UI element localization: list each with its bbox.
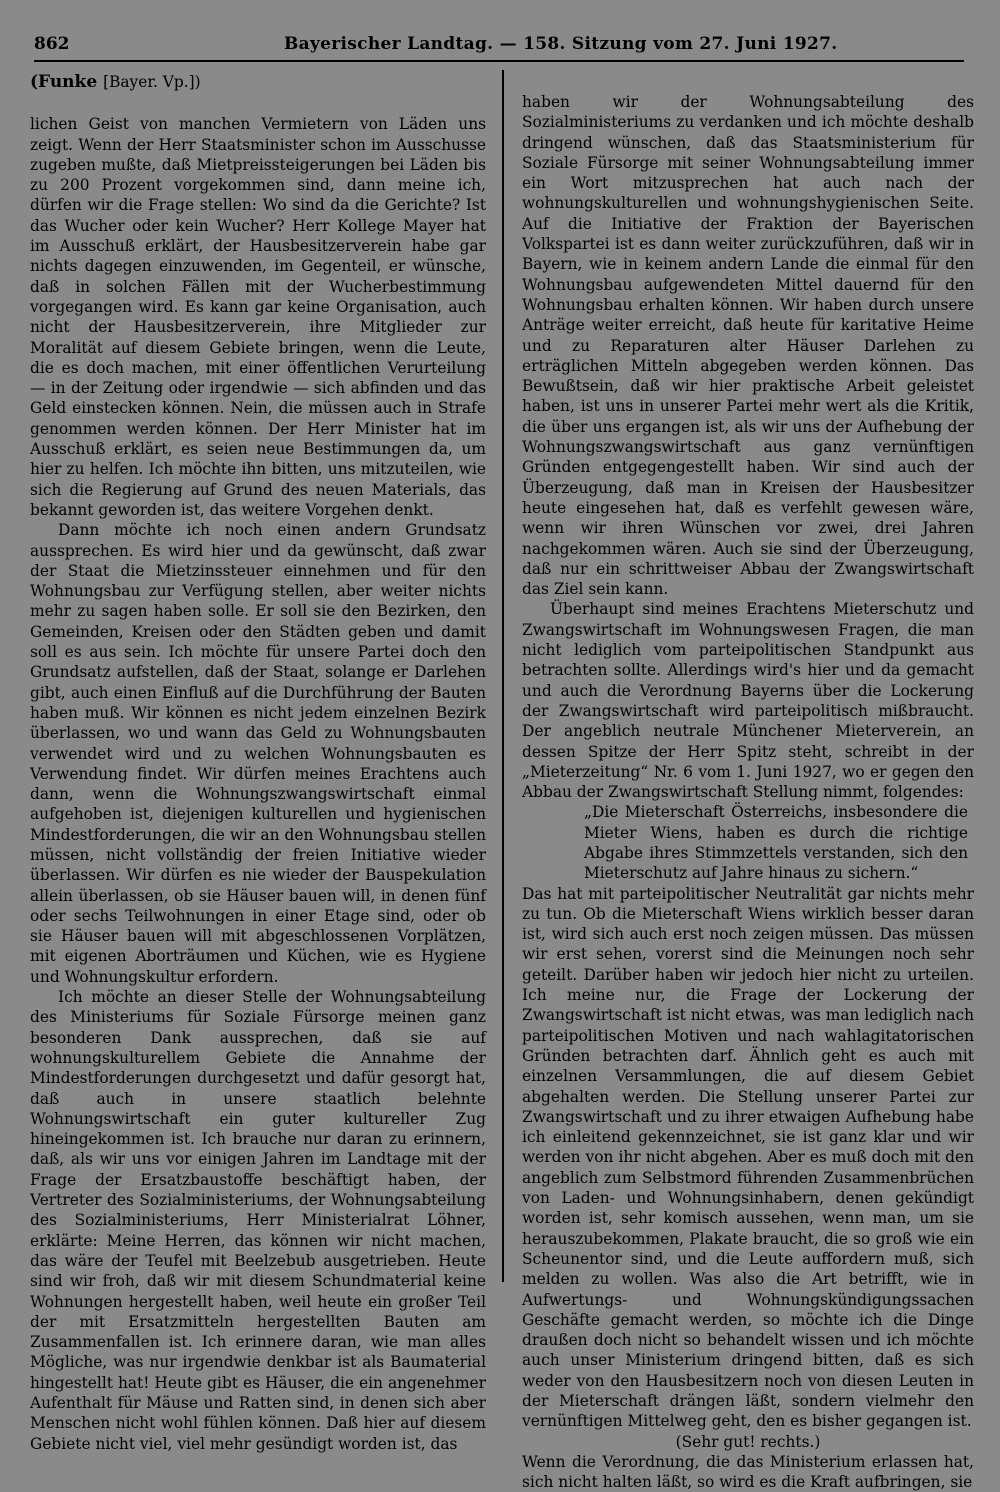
right-column: [522, 92, 974, 1492]
speaker-party: [Bayer. Vp.]): [103, 73, 201, 91]
speaker-line: [30, 72, 486, 92]
paragraph: Überhaupt sind meines Erachtens Mieterschutz und Zwangswirtschaft im Wohnungswesen Fragen, die man nicht lediglich vom parteipolitischen Standpunkt aus betrachten sollte. Allerdings wird's hier und da gemacht und auch die Verordnung Bayerns über die Lockerung der Zwangswirtschaft wird parteipolitisch mißbraucht. Der angeblich neutrale Münchener Mieterverein, an dessen Spitze der Herr Spitz steht, schreibt in der „Mieterzeitung“ Nr. 6 vom 1. Juni 1927, wo er gegen den Abbau der Zwangswirtschaft Stellung nimmt, folgendes:: [522, 600, 974, 802]
speaker-name: (Funke: [30, 72, 98, 92]
interjection: (Sehr gut! rechts.): [675, 1432, 821, 1451]
paragraph: Wenn die Verordnung, die das Ministerium erlassen hat, sich nicht halten läßt, so wird es die Kraft aufbringen, sie: [522, 1452, 974, 1492]
paragraph: Dann möchte ich noch einen andern Grundsatz aussprechen. Es wird hier und da gewünscht, daß zwar der Staat die Mietzinssteuer einnehmen und für den Wohnungsbau zur Verfügung stellen, aber weiter nichts mehr zu sagen haben solle. Er soll sie den Bezirken, den Gemeinden, Kreisen oder den Städten geben und damit soll es aus sein. Ich möchte für unsere Partei doch den Grundsatz aufstellen, daß der Staat, solange er Darlehen gibt, auch einen Einfluß auf die Durchführung der Bauten haben muß. Wir können es nicht jedem einzelnen Bezirk überlassen, wo und wann das Geld zu Wohnungsbauten verwendet wird und zu welchen Wohnungsbauten es Verwendung findet. Wir dürfen meines Erachtens auch dann, wenn die Wohnungszwangswirtschaft einmal aufgehoben ist, diejenigen kulturellen und hygienischen Mindestforderungen, die wir an den Wohnungsbau stellen müssen, nicht vollständig der freien Initiative wieder überlassen. Wir dürfen es nie wieder der Bauspekulation allein überlassen, ob sie Häuser bauen will, in denen fünf oder sechs Teilwohnungen in einer Etage sind, oder ob sie Häuser bauen will mit abgeschlossenen Vorplätzen, mit eigenen Aborträumen und Küchen, wie es Hygiene und Wohnungskultur erfordern.: [30, 521, 486, 986]
left-column: [30, 72, 486, 1454]
running-title: Bayerischer Landtag. — 158. Sitzung vom 27. Juni 1927.: [284, 34, 838, 54]
block-quote: „Die Mieterschaft Österreichs, insbesondere die Mieter Wiens, haben es durch die richtige Abgabe ihres Stimmzettels verstanden, sich den Mieterschutz auf Jahre hinaus zu sichern.“: [584, 803, 968, 883]
paragraph: haben wir der Wohnungsabteilung des Sozialministeriums zu verdanken und ich möchte deshalb dringend wünschen, daß das Staatsministerium für Soziale Fürsorge mit seiner Wohnungsabteilung immer ein Wort mitzusprechen hat auch nach der wohnungskulturellen und wohnungshygienischen Seite. Auf die Initiative der Fraktion der Bayerischen Volkspartei ist es dann weiter zurückzuführen, daß wir in Bayern, wie in keinem andern Lande die einmal für den Wohnungsbau aufgewendeten Mittel dauernd für den Wohnungsbau erhalten können. Wir haben durch unsere Anträge weiter erreicht, daß heute für karitative Heime und zu Reparaturen alter Häuser Darlehen zu erträglichen Mitteln abgegeben werden können. Das Bewußtsein, daß wir hier praktische Arbeit geleistet haben, ist uns in unserer Partei mehr wert als die Kritik, die über uns ergangen ist, als wir uns der Aufhebung der Wohnungszwangswirtschaft aus ganz vernünftigen Gründen entgegengestellt haben. Wir sind auch der Überzeugung, daß man in Kreisen der Hausbesitzer heute eingesehen hat, daß es verfehlt gewesen wäre, wenn wir ihren Wünschen vor zwei, drei Jahren nachgekommen wären. Auch sie sind der Überzeugung, daß nur ein schrittweiser Abbau der Zwangswirtschaft das Ziel sein kann.: [522, 93, 974, 599]
page-header: [34, 32, 964, 62]
paragraph: lichen Geist von manchen Vermietern von Läden uns zeigt. Wenn der Herr Staatsminister schon im Ausschusse zugeben mußte, daß Mietpreissteigerungen bei Läden bis zu 200 Prozent vorgekommen sind, dann meine ich, dürfen wir die Frage stellen: Wo sind da die Gerichte? Ist das Wucher oder kein Wucher? Herr Kollege Mayer hat im Ausschuß erklärt, der Hausbesitzerverein habe gar nichts dagegen einzuwenden, im Gegenteil, er wünsche, daß in solchen Fällen mit der Wucherbestimmung vorgegangen wird. Es kann gar keine Organisation, auch nicht der Hausbesitzerverein, ihre Mitglieder zur Moralität auf diesem Gebiete bringen, wenn die Leute, die es doch machen, mit einer öffentlichen Verurteilung — in der Zeitung oder irgendwie — sich abfinden und das Geld einstecken können. Nein, die müssen auch in Strafe genommen werden können. Der Herr Minister hat im Ausschuß erklärt, es seien neue Bestimmungen da, um hier zu helfen. Ich möchte ihn bitten, uns mitzuteilen, wie sich die Regierung auf Grund des neuen Materials, das bekannt geworden ist, das weitere Vorgehen denkt.: [30, 115, 486, 519]
column-divider: [502, 70, 504, 1282]
page-number: 862: [34, 34, 70, 54]
paragraph: Das hat mit parteipolitischer Neutralität gar nichts mehr zu tun. Ob die Mieterschaft Wiens wirklich besser daran ist, wird sich auch erst noch zeigen müssen. Das müssen wir erst sehen, vorerst sind die Meinungen noch sehr geteilt. Darüber haben wir jedoch hier nicht zu urteilen. Ich meine nur, die Frage der Lockerung der Zwangswirtschaft ist nicht etwas, was man lediglich nach parteipolitischen Motiven und nach wahlagitatorischen Gründen betrachten darf. Ähnlich geht es auch mit einzelnen Versammlungen, die auf diesem Gebiet abgehalten werden. Die Stellung unserer Partei zur Zwangswirtschaft und zu ihrer etwaigen Aufhebung habe ich einleitend gekennzeichnet, sie ist ganz klar und wir werden von ihr nicht abgehen. Aber es muß doch mit den angeblich zum Selbstmord führenden Zusammenbrüchen von Laden- und Wohnungsinhabern, denen gekündigt worden ist, sehr komisch aussehen, wenn man, um sie herauszubekommen, Plakate braucht, die so groß wie ein Scheunentor sind, und die Leute auffordern muß, sich melden zu wollen. Was also die Art betrifft, wie in Aufwertungs- und Wohnungskündigungssachen Geschäfte gemacht werden, so möchte ich die Dinge draußen doch nicht so behandelt wissen und ich möchte auch unser Ministerium dringend bitten, daß es sich weder von den Hausbesitzern noch von diesen Leuten in der Mieterschaft drängen läßt, sondern vielmehr den vernünftigen Mittelweg geht, den es bisher gegangen ist.: [522, 884, 974, 1431]
paragraph: Ich möchte an dieser Stelle der Wohnungsabteilung des Ministeriums für Soziale Fürsorge meinen ganz besonderen Dank aussprechen, daß sie auf wohnungskulturellem Gebiete die Annahme der Mindestforderungen durchgesetzt und dafür gesorgt hat, daß auch in unsere staatlich belehnte Wohnungswirtschaft ein guter kultureller Zug hineingekommen ist. Ich brauche nur daran zu erinnern, daß, als wir uns vor einigen Jahren im Landtage mit der Frage der Ersatzbaustoffe beschäftigt haben, der Vertreter des Sozialministeriums, der Wohnungsabteilung des Sozialministeriums, Herr Ministerialrat Löhner, erklärte: Meine Herren, das können wir nicht machen, das wäre der Teufel mit Beelzebub ausgetrieben. Heute sind wir froh, daß wir mit diesem Schundmaterial keine Wohnungen hergestellt haben, weil heute ein großer Teil der mit Ersatzmitteln hergestellten Bauten am Zusammenfallen ist. Ich erinnere daran, wie man alles Mögliche, was nur irgendwie denkbar ist als Baumaterial hingestellt hat! Heute gibt es Häuser, die ein angenehmer Aufenthalt für Mäuse und Ratten sind, in denen sich aber Menschen nicht wohl fühlen können. Daß hier auf diesem Gebiete nicht viel, viel mehr gesündigt worden ist, das: [30, 988, 486, 1453]
